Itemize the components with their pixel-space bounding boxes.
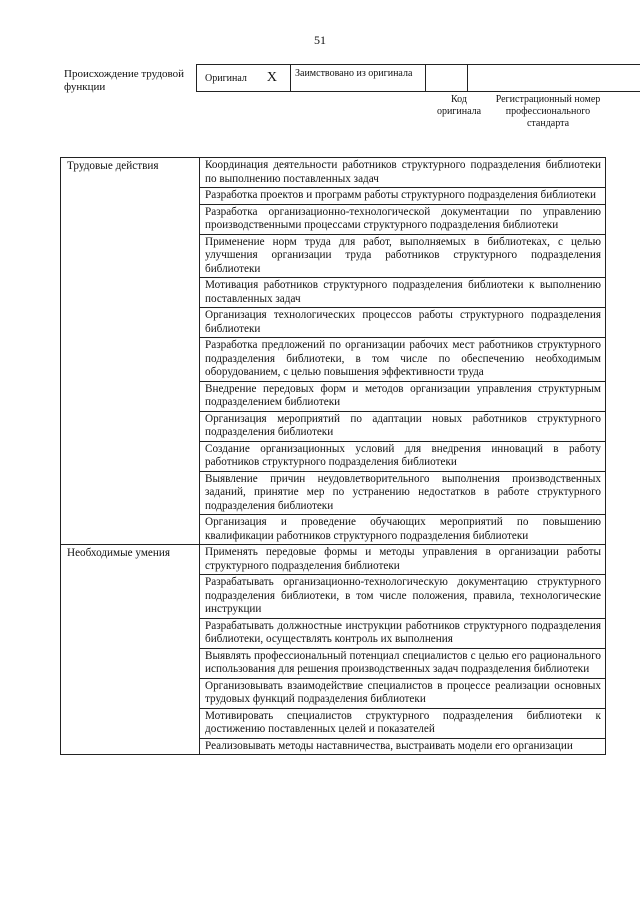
table-cell-item: Координация деятельности работников структурного подразделения библиотеки по выполнению поставленных задач bbox=[200, 158, 606, 188]
code-label: Код оригинала bbox=[436, 94, 482, 117]
original-cell bbox=[197, 65, 291, 91]
table-cell-item: Организация технологических процессов работы структурного подразделения библиотеки bbox=[200, 308, 606, 338]
table-cell-item: Организация мероприятий по адаптации новых работников структурного подразделения библиотеки bbox=[200, 411, 606, 441]
table-cell-item: Создание организационных условий для внедрения инноваций в работу работников структурного подразделения библиотеки bbox=[200, 441, 606, 471]
table-cell-item: Применение норм труда для работ, выполняемых в библиотеках, с целью улучшения организации труда работников структурного подразделения библиотеки bbox=[200, 234, 606, 278]
table-row bbox=[61, 158, 606, 188]
original-label: Оригинал bbox=[205, 72, 247, 84]
table-cell-item: Разработка организационно-технологической документации по управлению производственными процессами структурного подразделения библиотеки bbox=[200, 204, 606, 234]
origin-label: Происхождение трудовой функции bbox=[64, 68, 185, 93]
table-cell-item: Применять передовые формы и методы управления в организации работы структурного подразделения библиотеки bbox=[200, 545, 606, 575]
function-table bbox=[60, 157, 606, 755]
section-heading: Необходимые умения bbox=[61, 545, 200, 755]
table-cell-item: Разрабатывать организационно-технологическую документацию структурного подразделения библиотеки, в том числе положения, правила, технологические инструкции bbox=[200, 575, 606, 619]
code-cell bbox=[426, 65, 468, 91]
table-cell-item: Реализовывать методы наставничества, выстраивать модели его организации bbox=[200, 738, 606, 755]
reg-number-label: Регистрационный номер профессионального стандарта bbox=[495, 94, 601, 129]
table-cell-item: Организовывать взаимодействие специалистов в процессе реализации основных трудовых функций подразделения библиотеки bbox=[200, 678, 606, 708]
table-cell-item: Мотивировать специалистов структурного подразделения библиотеки к достижению поставленных целей и показателей bbox=[200, 708, 606, 738]
table-cell-item: Внедрение передовых форм и методов организации управления структурным подразделением библиотеки bbox=[200, 381, 606, 411]
table-cell-item: Выявлять профессиональный потенциал специалистов с целью его рационального использования для решения производственных задач подразделения библиотеки bbox=[200, 648, 606, 678]
borrowed-cell: Заимствовано из оригинала bbox=[291, 65, 426, 91]
table-row bbox=[61, 545, 606, 575]
table-cell-item: Разработка предложений по организации рабочих мест работников структурного подразделения библиотеки, в том числе по обеспечению необходимым оборудованием, с целью повышения эффективности труда bbox=[200, 338, 606, 382]
table-cell-item: Выявление причин неудовлетворительного выполнения производственных заданий, принятие мер по устранению недостатков в работе структурного подразделения библиотеки bbox=[200, 471, 606, 515]
section-heading: Трудовые действия bbox=[61, 158, 200, 545]
table-cell-item: Разработка проектов и программ работы структурного подразделения библиотеки bbox=[200, 188, 606, 205]
table-cell-item: Мотивация работников структурного подразделения библиотеки к выполнению поставленных задач bbox=[200, 278, 606, 308]
table-cell-item: Разрабатывать должностные инструкции работников структурного подразделения библиотеки, осуществлять контроль их выполнения bbox=[200, 618, 606, 648]
origin-box bbox=[196, 64, 640, 92]
page-number: 51 bbox=[314, 33, 326, 47]
reg-number-cell bbox=[468, 65, 640, 91]
original-mark: X bbox=[266, 70, 278, 85]
table-cell-item: Организация и проведение обучающих мероприятий по повышению квалификации работников структурного подразделения библиотеки bbox=[200, 515, 606, 545]
